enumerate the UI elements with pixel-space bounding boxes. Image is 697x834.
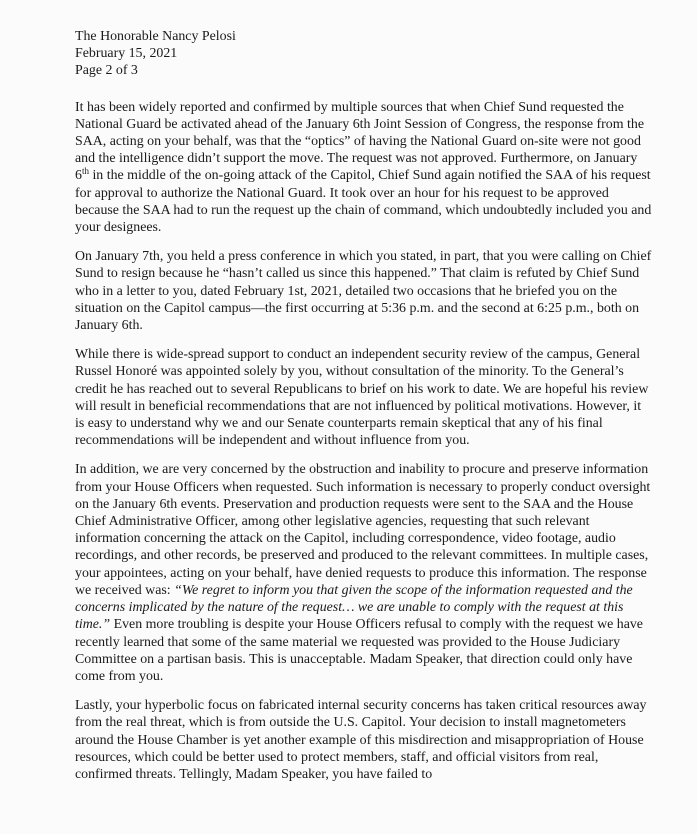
paragraph-magnetometers: Lastly, your hyperbolic focus on fabricated internal security concerns has taken critical resources away from the real threat, which is from outside the U.S. Capitol. Your decision to install magnetometers around the House Chamber is yet another example of this misdirection and misappropriation of House resources, which could be better used to protect members, staff, and official visitors from real, confirmed threats. Tellingly, Madam Speaker, you have failed to xyxy=(75,698,647,782)
recipient-line: The Honorable Nancy Pelosi xyxy=(75,29,236,44)
paragraph-security-review: While there is wide-spread support to conduct an independent security review of the campus, General Russel Honoré was appointed solely by you, without consultation of the minority. To the General’s credit he has reached out to several Republicans to brief on his work to date. We are hopeful his review will result in beneficial recommendations that are not influenced by political motivations. However, it is easy to understand why we and our Senate counterparts remain skeptical that any of his final recommendations will be independent and without influence from you. xyxy=(75,347,649,449)
date-line: February 15, 2021 xyxy=(75,46,178,62)
paragraph-text: In addition, we are very concerned by the obstruction and inability to procure and preserve information from your House Officers when requested. Such information is necessary to properly conduct oversight on the January 6th events. Preservation and production requests were sent to the SAA and the House Chief Administrative Officer, among other legislative agencies, requesting that such relevant information concerning the attack on the Capitol, including correspondence, video footage, audio recordings, and other records, be preserved and produced to the relevant committees. In multiple cases, your appointees, acting on your behalf, have denied requests to produce this information. The response we received was: xyxy=(75,462,651,598)
paragraph-press-conference: On January 7th, you held a press conference in which you stated, in part, that you were calling on Chief Sund to resign because he “hasn’t called us since this happened.” That claim is refuted by Chief Sund who in a letter to you, dated February 1st, 2021, detailed two occasions that he briefed you on the situation on the Capitol campus—the first occurring at 5:36 p.m. and the second at 6:25 p.m., both on January 6th. xyxy=(75,249,652,334)
paragraph-text: in the middle of the on-going attack of the Capitol, Chief Sund again notified the SAA of his request for approval to authorize the National Guard. It took over an hour for his request to be approved because the SAA had to run the request up the chain of command, which undoubtedly included you and your designees. xyxy=(75,168,652,236)
paragraph-text: It has been widely reported and confirmed by multiple sources that when Chief Sund requested the National Guard be activated ahead of the January 6th Joint Session of Congress, the response from the SAA, acting on your behalf, was that the “optics” of having the National Guard on-site were not good and the intelligence didn’t support the move. The request was not approved. Furthermore, on January 6 xyxy=(75,99,644,184)
paragraph-information-obstruction xyxy=(75,461,653,685)
letter-header xyxy=(75,28,653,80)
quoted-response: “We regret to inform you that given the scope of the information requested and the concerns implicated by the nature of the request… we are unable to comply with the request at this time.” xyxy=(75,582,633,633)
page-number-line: Page 2 of 3 xyxy=(75,63,138,79)
ordinal-suffix: th xyxy=(81,166,89,177)
paragraph-text: Even more troubling is despite your House Officers refusal to comply with the request we have recently learned that some of the same material we requested was provided to the House Judiciary Committee on a partisan basis. This is unacceptable. Madam Speaker, that direction could only have come from you. xyxy=(75,617,643,684)
paragraph-national-guard xyxy=(75,99,653,237)
